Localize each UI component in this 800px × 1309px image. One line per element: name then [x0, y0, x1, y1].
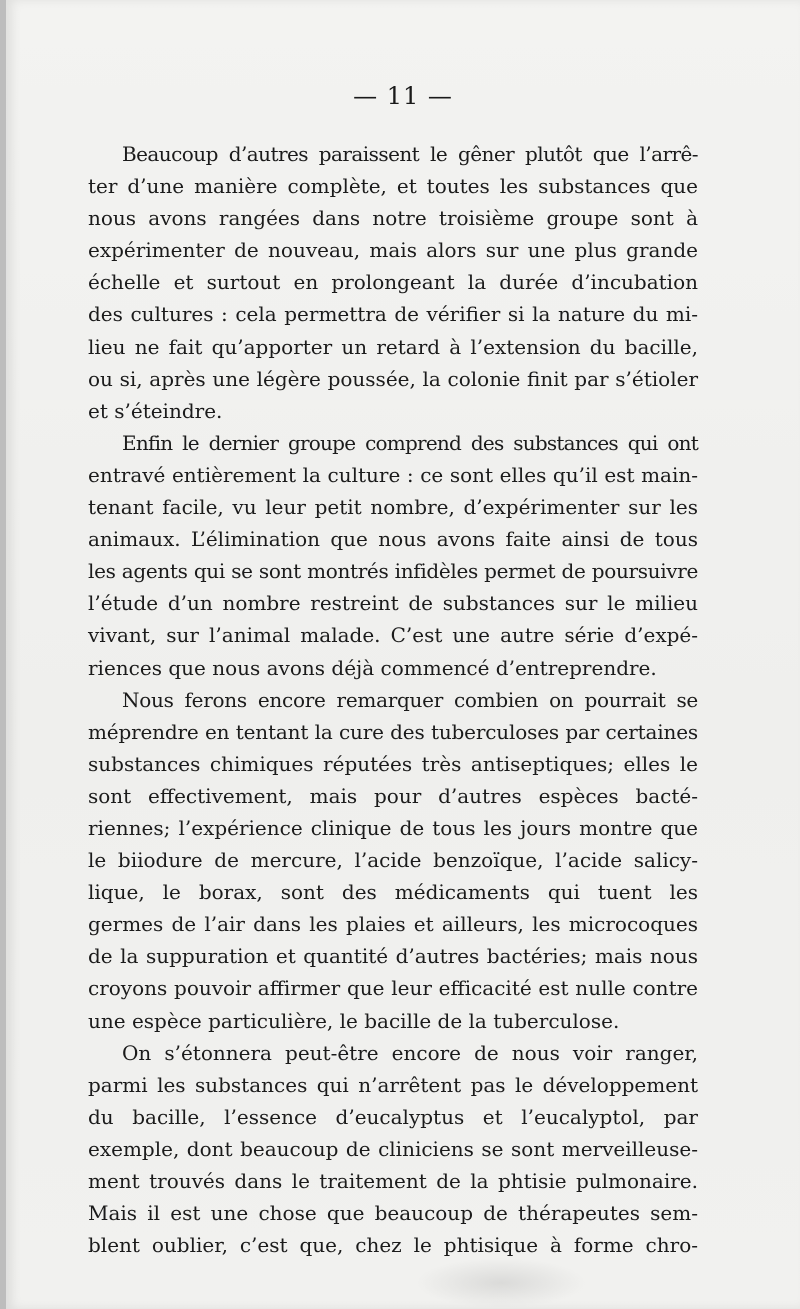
text-line: nous avons rangées dans notre troisième groupe sont à — [88, 206, 698, 231]
text-line: On s’étonnera peut-être encore de nous voir ranger, — [122, 1040, 698, 1065]
text-line: germes de l’air dans les plaies et ailleurs, les microcoques — [88, 912, 698, 937]
text-line: animaux. L’élimination que nous avons faite ainsi de tous — [88, 527, 698, 552]
text-line: entravé entièrement la culture : ce sont elles qu’il est main- — [88, 462, 698, 487]
paragraph-1 — [88, 138, 698, 427]
text-line: des cultures : cela permettra de vérifier si la nature du mi- — [88, 302, 698, 327]
text-line: de la suppuration et quantité d’autres bactéries; mais nous — [88, 944, 698, 969]
text-line: l’étude d’un nombre restreint de substances sur le milieu — [88, 591, 698, 616]
text-line: lique, le borax, sont des médicaments qui tuent les — [88, 880, 698, 905]
paragraph-2 — [88, 427, 698, 684]
text-line: vivant, sur l’animal malade. C’est une autre série d’expé- — [88, 623, 698, 648]
text-line: ou si, après une légère poussée, la colonie finit par s’étioler — [88, 366, 698, 391]
text-line: exemple, dont beaucoup de cliniciens se sont merveilleuse- — [88, 1136, 698, 1161]
paragraph-4 — [88, 1037, 698, 1262]
text-line: croyons pouvoir affirmer que leur efficacité est nulle contre — [88, 976, 698, 1001]
text-line: ter d’une manière complète, et toutes les substances que — [88, 174, 698, 199]
text-line: riences que nous avons déjà commencé d’entreprendre. — [88, 655, 657, 680]
text-line: ment trouvés dans le traitement de la phtisie pulmonaire. — [88, 1169, 698, 1193]
text-line: échelle et surtout en prolongeant la durée d’incubation — [88, 270, 698, 295]
text-line: lieu ne fait qu’apporter un retard à l’extension du bacille, — [88, 334, 698, 359]
text-line: substances chimiques réputées très antiseptiques; elles le — [88, 751, 698, 776]
text-line: le biiodure de mercure, l’acide benzoïque, l’acide salicy- — [88, 848, 698, 873]
text-line: blent oublier, c’est que, chez le phtisique à forme chro- — [88, 1233, 698, 1258]
text-line: Beaucoup d’autres paraissent le gêner plutôt que l’arrê- — [122, 142, 698, 166]
text-line: sont effectivement, mais pour d’autres espèces bacté- — [88, 783, 698, 808]
paragraph-3 — [88, 684, 698, 1037]
text-line: Nous ferons encore remarquer combien on pourrait se — [122, 687, 698, 712]
page-number: — 11 — — [353, 82, 453, 110]
text-line: du bacille, l’essence d’eucalyptus et l’eucalyptol, par — [88, 1104, 698, 1129]
text-line: tenant facile, vu leur petit nombre, d’expérimenter sur les — [88, 495, 698, 520]
text-line: une espèce particulière, le bacille de la tuberculose. — [88, 1008, 620, 1033]
text-line: méprendre en tentant la cure des tuberculoses par certaines — [88, 719, 698, 744]
text-line: Mais il est une chose que beaucoup de thérapeutes sem- — [88, 1201, 698, 1226]
text-line: expérimenter de nouveau, mais alors sur une plus grande — [88, 238, 698, 263]
ink-smudge — [416, 1258, 586, 1308]
book-page — [6, 0, 800, 1309]
text-line: parmi les substances qui n’arrêtent pas le développement — [88, 1072, 698, 1097]
text-line: Enfin le dernier groupe comprend des substances qui ont — [122, 430, 698, 455]
text-line: les agents qui se sont montrés infidèles permet de poursuivre — [88, 559, 698, 584]
text-line: riennes; l’expérience clinique de tous les jours montre que — [88, 815, 698, 840]
text-line: et s’éteindre. — [88, 398, 223, 423]
body-text — [88, 138, 698, 1261]
